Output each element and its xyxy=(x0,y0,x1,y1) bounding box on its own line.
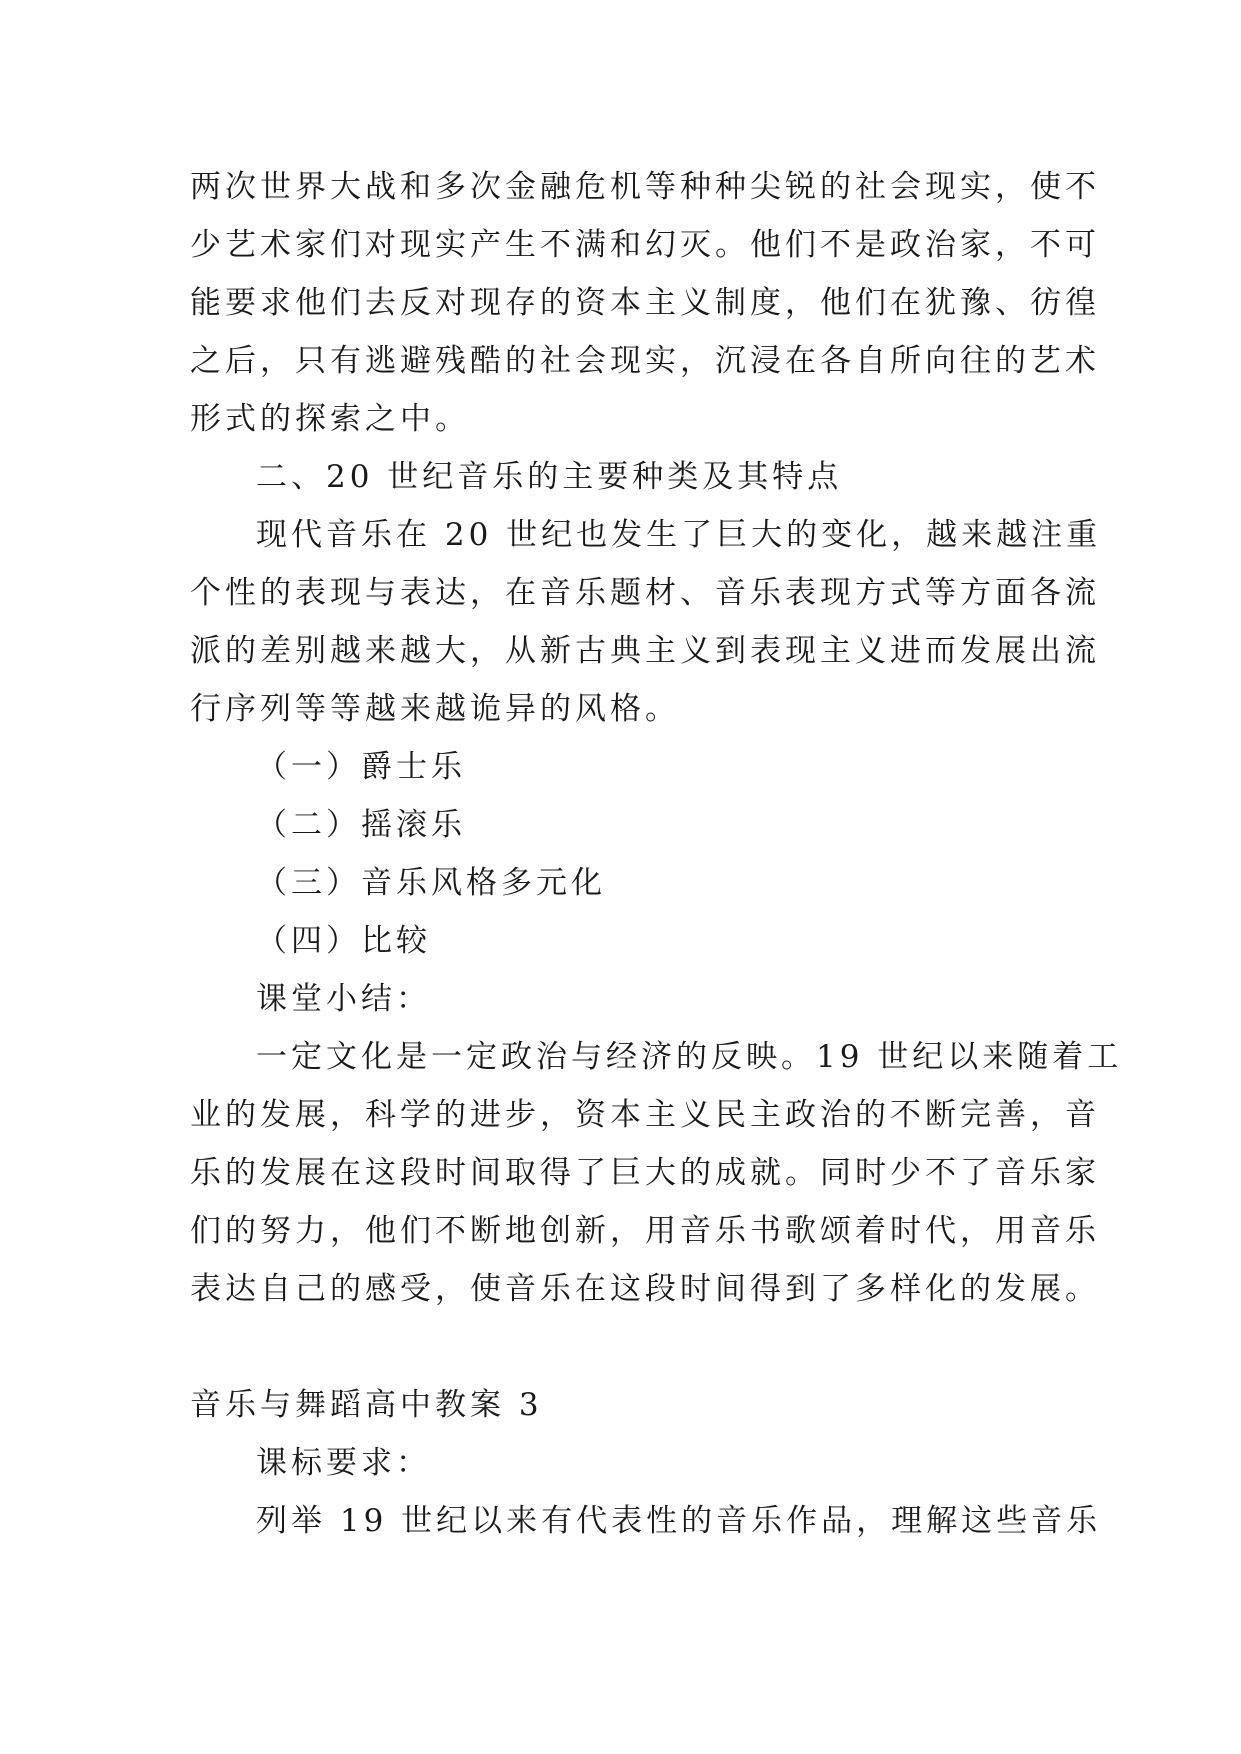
blank-line xyxy=(190,1318,1070,1376)
text-line: 少艺术家们对现实产生不满和幻灭。他们不是政治家，不可 xyxy=(190,227,1100,263)
list-item: （四）比较 xyxy=(256,923,431,959)
summary-label: 课堂小结： xyxy=(256,981,431,1017)
text-line: 个性的表现与表达，在音乐题材、音乐表现方式等方面各流 xyxy=(190,575,1100,611)
text-line: 们的努力，他们不断地创新，用音乐书歌颂着时代，用音乐 xyxy=(190,1213,1100,1249)
text-line: 乐的发展在这段时间取得了巨大的成就。同时少不了音乐家 xyxy=(190,1155,1100,1191)
standard-label: 课标要求： xyxy=(256,1445,431,1481)
list-item: （二）摇滚乐 xyxy=(256,807,466,843)
text-line: 派的差别越来越大，从新古典主义到表现主义进而发展出流 xyxy=(190,633,1100,669)
text-line: 两次世界大战和多次金融危机等种种尖锐的社会现实，使不 xyxy=(190,169,1100,205)
text-line: 之后，只有逃避残酷的社会现实，沉浸在各自所向往的艺术 xyxy=(190,343,1100,379)
lesson-title: 音乐与舞蹈高中教案 3 xyxy=(190,1387,543,1423)
text-line: 业的发展，科学的进步，资本主义民主政治的不断完善，音 xyxy=(190,1097,1100,1133)
list-item: （一）爵士乐 xyxy=(256,749,466,785)
list-item: （三）音乐风格多元化 xyxy=(256,865,606,901)
paragraph-modern-music xyxy=(190,506,1102,738)
paragraph-standard xyxy=(190,1492,1102,1550)
text-line: 能要求他们去反对现存的资本主义制度，他们在犹豫、彷徨 xyxy=(190,285,1100,321)
text-line: 现代音乐在 20 世纪也发生了巨大的变化，越来越注重 xyxy=(256,517,1102,553)
paragraph-social-context xyxy=(190,158,1100,448)
paragraph-summary xyxy=(190,1028,1123,1318)
text-line: 一定文化是一定政治与经济的反映。19 世纪以来随着工 xyxy=(256,1039,1123,1075)
text-line: 行序列等等越来越诡异的风格。 xyxy=(190,691,680,727)
text-line: 形式的探索之中。 xyxy=(190,401,470,437)
genre-list xyxy=(190,738,1070,970)
text-line: 表达自己的感受，使音乐在这段时间得到了多样化的发展。 xyxy=(190,1271,1100,1307)
text-line: 列举 19 世纪以来有代表性的音乐作品，理解这些音乐 xyxy=(256,1503,1102,1539)
section-heading: 二、20 世纪音乐的主要种类及其特点 xyxy=(256,459,843,495)
document-body xyxy=(190,158,1123,1550)
